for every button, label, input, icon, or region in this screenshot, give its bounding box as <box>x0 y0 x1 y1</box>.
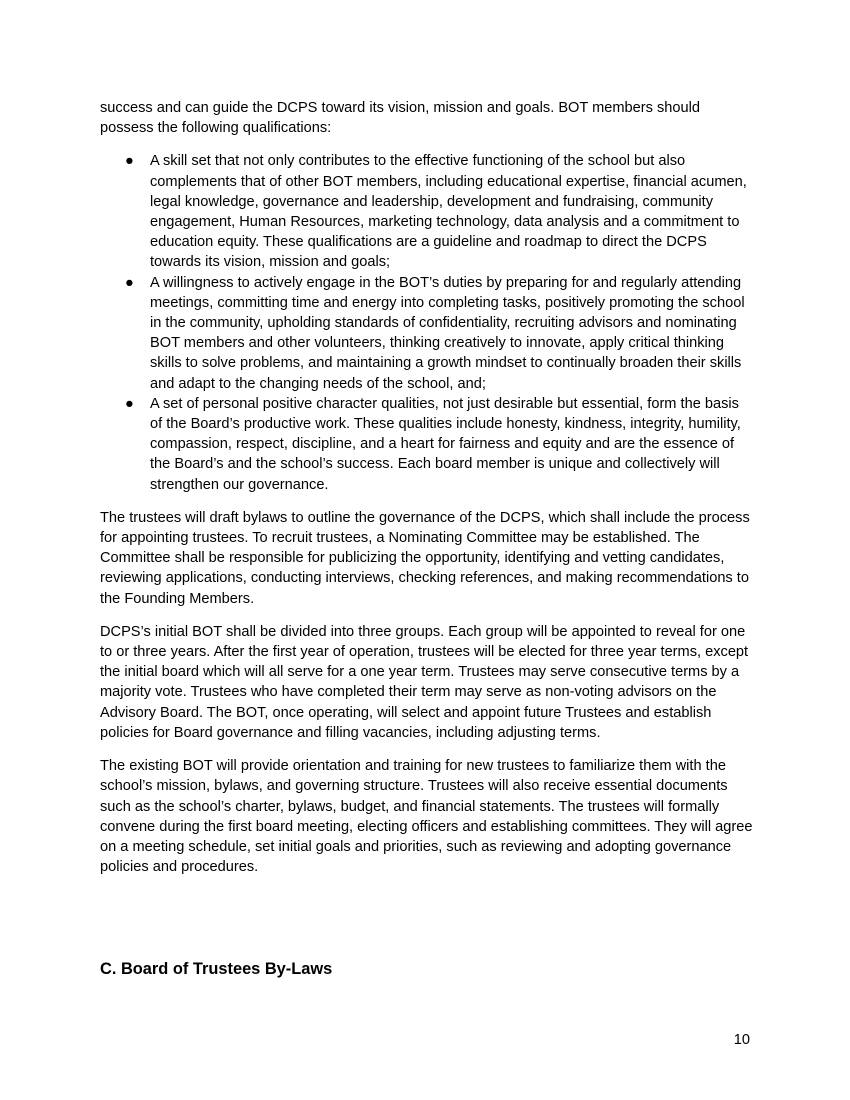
qualification-text: A willingness to actively engage in the BOT’s duties by preparing for and regularly attending meetings, committing time and energy into completing tasks, positively promoting the school in the community, upholding standards of confidentiality, recruiting advisors and nominating BOT members and other volunteers, thinking creatively to innovate, apply critical thinking skills to solve problems, and maintaining a growth mindset to continually broaden their skills and adapt to the changing needs of the school, and; <box>150 274 745 392</box>
list-item <box>100 273 754 394</box>
bullet-icon: ● <box>125 395 134 412</box>
orientation-paragraph: The existing BOT will provide orientation and training for new trustees to familiarize them with the school’s mission, bylaws, and governing structure. Trustees will also receive essential documents such as the school’s charter, bylaws, budget, and financial statements. The trustees will formally convene during the first board meeting, electing officers and establishing committees. They will agree on a meeting schedule, set initial goals and priorities, such as reviewing and adopting governance policies and procedures. <box>100 758 753 876</box>
qualification-text: A skill set that not only contributes to the effective functioning of the school but also complements that of other BOT members, including educational expertise, financial acumen, legal knowledge, governance and leadership, development and fundraising, community engagement, Human Resources, marketing technology, data analysis and a commitment to education equity. These qualifications are a guideline and roadmap to direct the DCPS towards its vision, mission and goals; <box>150 153 747 271</box>
bylaws-paragraph: The trustees will draft bylaws to outline the governance of the DCPS, which shall include the process for appointing trustees. To recruit trustees, a Nominating Committee may be established. The Committee shall be responsible for publicizing the opportunity, identifying and vetting candidates, reviewing applications, conducting interviews, checking references, and making recommendations to the Founding Members. <box>100 509 750 607</box>
initial-bot-paragraph: DCPS’s initial BOT shall be divided into three groups. Each group will be appointed to reveal for one to or three years. After the first year of operation, trustees will be elected for three year terms, except the initial board which will all serve for a one year term. Trustees may serve consecutive terms by a majority vote. Trustees who have completed their term may serve as non-voting advisors on the Advisory Board. The BOT, once operating, will select and appoint future Trustees and establish policies for Board governance and filling vacancies, including adjusting terms. <box>100 623 749 741</box>
qualifications-list <box>100 151 754 494</box>
intro-paragraph: success and can guide the DCPS toward its vision, mission and goals. BOT members should possess the following qualifications: <box>100 100 700 137</box>
bullet-icon: ● <box>125 153 134 170</box>
page-number: 10 <box>733 1032 750 1048</box>
list-item <box>100 151 754 272</box>
qualification-text: A set of personal positive character qualities, not just desirable but essential, form the basis of the Board’s productive work. These qualities include honesty, kindness, integrity, humility, compassion, respect, discipline, and a heart for fairness and equity and are the essence of the Board’s and the school’s success. Each board member is unique and collectively will strengthen our governance. <box>150 395 741 493</box>
bullet-icon: ● <box>125 274 134 291</box>
section-heading: C. Board of Trustees By-Laws <box>100 960 333 978</box>
list-item <box>100 394 754 495</box>
document-body <box>100 98 754 890</box>
